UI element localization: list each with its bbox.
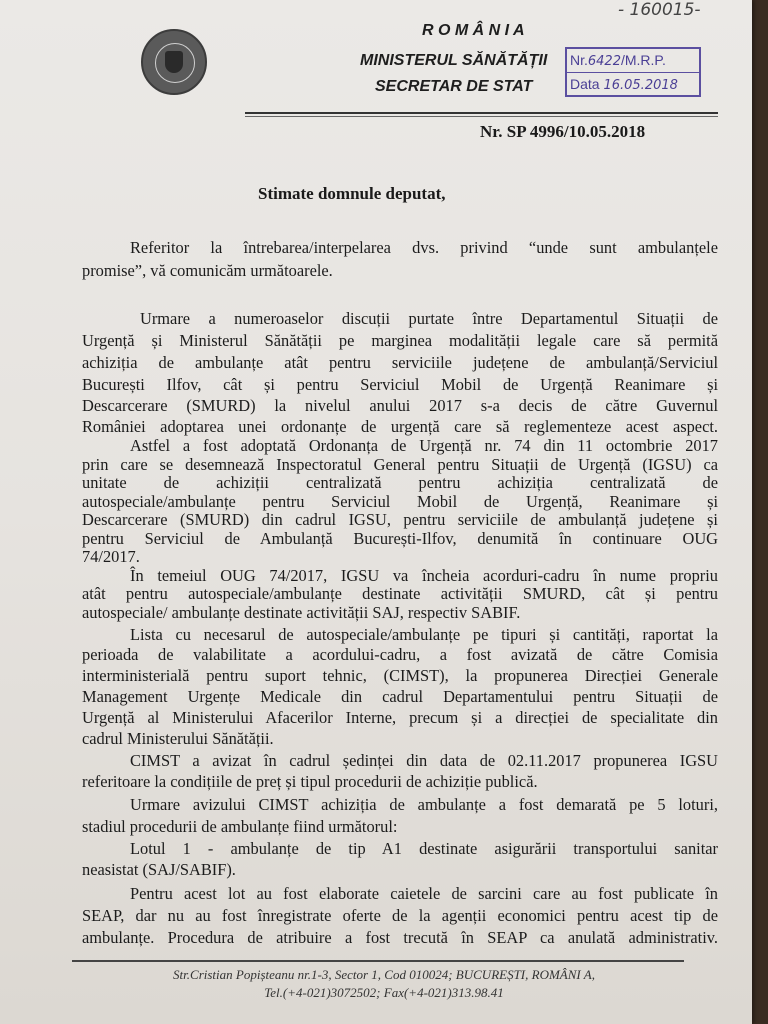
paragraph-3-line: 74/2017. — [82, 547, 140, 566]
paragraph-2-line: Urgență și Ministerul Sănătății pe marginea modalității legale care să permită — [82, 331, 718, 350]
paragraph-8-line: neasistat (SAJ/SABIF). — [82, 860, 236, 879]
header-office: SECRETAR DE STAT — [375, 78, 533, 95]
stamp-nr-label: Nr. — [570, 52, 588, 68]
paragraph-5-line: Lista cu necesarul de autospeciale/ambulanțe pe tipuri și cantități, raportat la — [130, 625, 718, 644]
registration-stamp — [565, 47, 701, 97]
paragraph-9-line: Pentru acest lot au fost elaborate caietele de sarcini care au fost publicate în — [130, 884, 718, 903]
paragraph-5-line: Urgență al Ministerului Afacerilor Interne, precum și a direcției de specialitate din — [82, 708, 718, 727]
paragraph-9-line: SEAP, dar nu au fost înregistrate oferte de la agenții economici pentru acest tip de — [82, 906, 718, 925]
paragraph-6-line: CIMST a avizat în cadrul ședinței din data de 02.11.2017 propunerea IGSU — [130, 751, 718, 770]
paragraph-8-line: Lotul 1 - ambulanțe de tip A1 destinate asigurării transportului sanitar — [130, 839, 718, 858]
paragraph-4-line: autospeciale/ ambulanțe destinate activității SAJ, respectiv SABIF. — [82, 603, 521, 622]
header-divider-thin — [245, 116, 718, 117]
footer-divider — [72, 960, 684, 962]
paragraph-4-line: În temeiul OUG 74/2017, IGSU va încheia acorduri-cadru în nume propriu — [130, 566, 718, 585]
stamp-number-row — [567, 49, 699, 72]
paragraph-4-line: atât pentru autospeciale/ambulanțe destinate activității SMURD, cât și pentru — [82, 584, 718, 603]
salutation: Stimate domnule deputat, — [258, 184, 446, 203]
paragraph-5-line: interministerială pentru suport tehnic, (CIMST), la propunerea Direcției Generale — [82, 666, 718, 685]
eagle-coat-of-arms-icon — [165, 51, 183, 73]
paragraph-3-line: unitate de achiziții centralizată pentru achiziția centralizată de — [82, 473, 718, 492]
paragraph-1-line: promise”, vă comunicăm următoarele. — [82, 261, 333, 280]
paragraph-3-line: Descarcerare (SMURD) din cadrul IGSU, pentru serviciile de ambulanță județene și — [82, 510, 718, 529]
paragraph-3-line: autospeciale/ambulanțe pentru Serviciul Mobil de Urgență, Reanimare și — [82, 492, 718, 511]
paragraph-5-line: perioada de valabilitate a acordului-cadru, a fost avizată de către Comisia — [82, 645, 718, 664]
footer-contact: Tel.(+4-021)3072502; Fax(+4-021)313.98.41 — [264, 985, 504, 1000]
paragraph-3-line: pentru Serviciul de Ambulanță București-Ilfov, denumită în continuare OUG — [82, 529, 718, 548]
footer-address: Str.Cristian Popișteanu nr.1-3, Sector 1, Cod 010024; BUCUREȘTI, ROMÂNI A, — [173, 967, 595, 982]
reference-number: Nr. SP 4996/10.05.2018 — [480, 122, 646, 141]
paragraph-7-line: Urmare avizului CIMST achiziția de ambulanțe a fost demarată pe 5 loturi, — [130, 795, 718, 814]
stamp-nr-value: 6422 — [587, 54, 621, 69]
stamp-nr-suffix: /M.R.P. — [620, 52, 666, 68]
paragraph-5-line: Management Urgențe Medicale din cadrul Departamentului pentru Situații de — [82, 687, 718, 706]
paragraph-2-line: achiziția de ambulanțe atât pentru serviciile județene de ambulanță/Serviciul — [82, 353, 718, 372]
paragraph-2-line: Urmare a numeroaselor discuții purtate între Departamentul Situații de — [140, 309, 718, 328]
paragraph-1-line: Referitor la întrebarea/interpelarea dvs. privind “unde sunt ambulanțele — [130, 238, 718, 257]
paragraph-2-line: București Ilfov, cât și pentru Serviciul Mobil de Urgență Reanimare și — [82, 375, 718, 394]
paragraph-3-line: Astfel a fost adoptată Ordonanța de Urgență nr. 74 din 11 octombrie 2017 — [130, 436, 718, 455]
paragraph-5-line: cadrul Ministerului Sănătății. — [82, 729, 274, 748]
paragraph-2-line: Descarcerare (SMURD) la nivelul anului 2017 s-a decis de către Guvernul — [82, 396, 718, 415]
paragraph-6-line: referitoare la condițiile de preț și tipul procedurii de achiziție publică. — [82, 772, 538, 791]
government-seal-logo — [141, 29, 207, 95]
stamp-date-value: 16.05.2018 — [603, 78, 678, 93]
stamp-date-row — [567, 72, 699, 96]
header-country: R O M Â N I A — [422, 22, 525, 39]
paragraph-9-line: ambulanțe. Procedura de atribuire a fost trecută în SEAP ca anulată administrativ. — [82, 928, 718, 947]
stamp-date-label: Data — [570, 76, 600, 92]
handwritten-registration-number: - 160015- — [618, 0, 701, 20]
paragraph-7-line: stadiul procedurii de ambulanțe fiind următorul: — [82, 817, 398, 836]
paragraph-2-line: României adoptarea unei ordonanțe de urgență care să reglementeze acest aspect. — [82, 417, 718, 436]
header-ministry: MINISTERUL SĂNĂTĂȚII — [360, 52, 548, 69]
header-divider — [245, 112, 718, 114]
paragraph-3-line: prin care se desemnează Inspectoratul General pentru Situații de Urgență (IGSU) ca — [82, 455, 718, 474]
